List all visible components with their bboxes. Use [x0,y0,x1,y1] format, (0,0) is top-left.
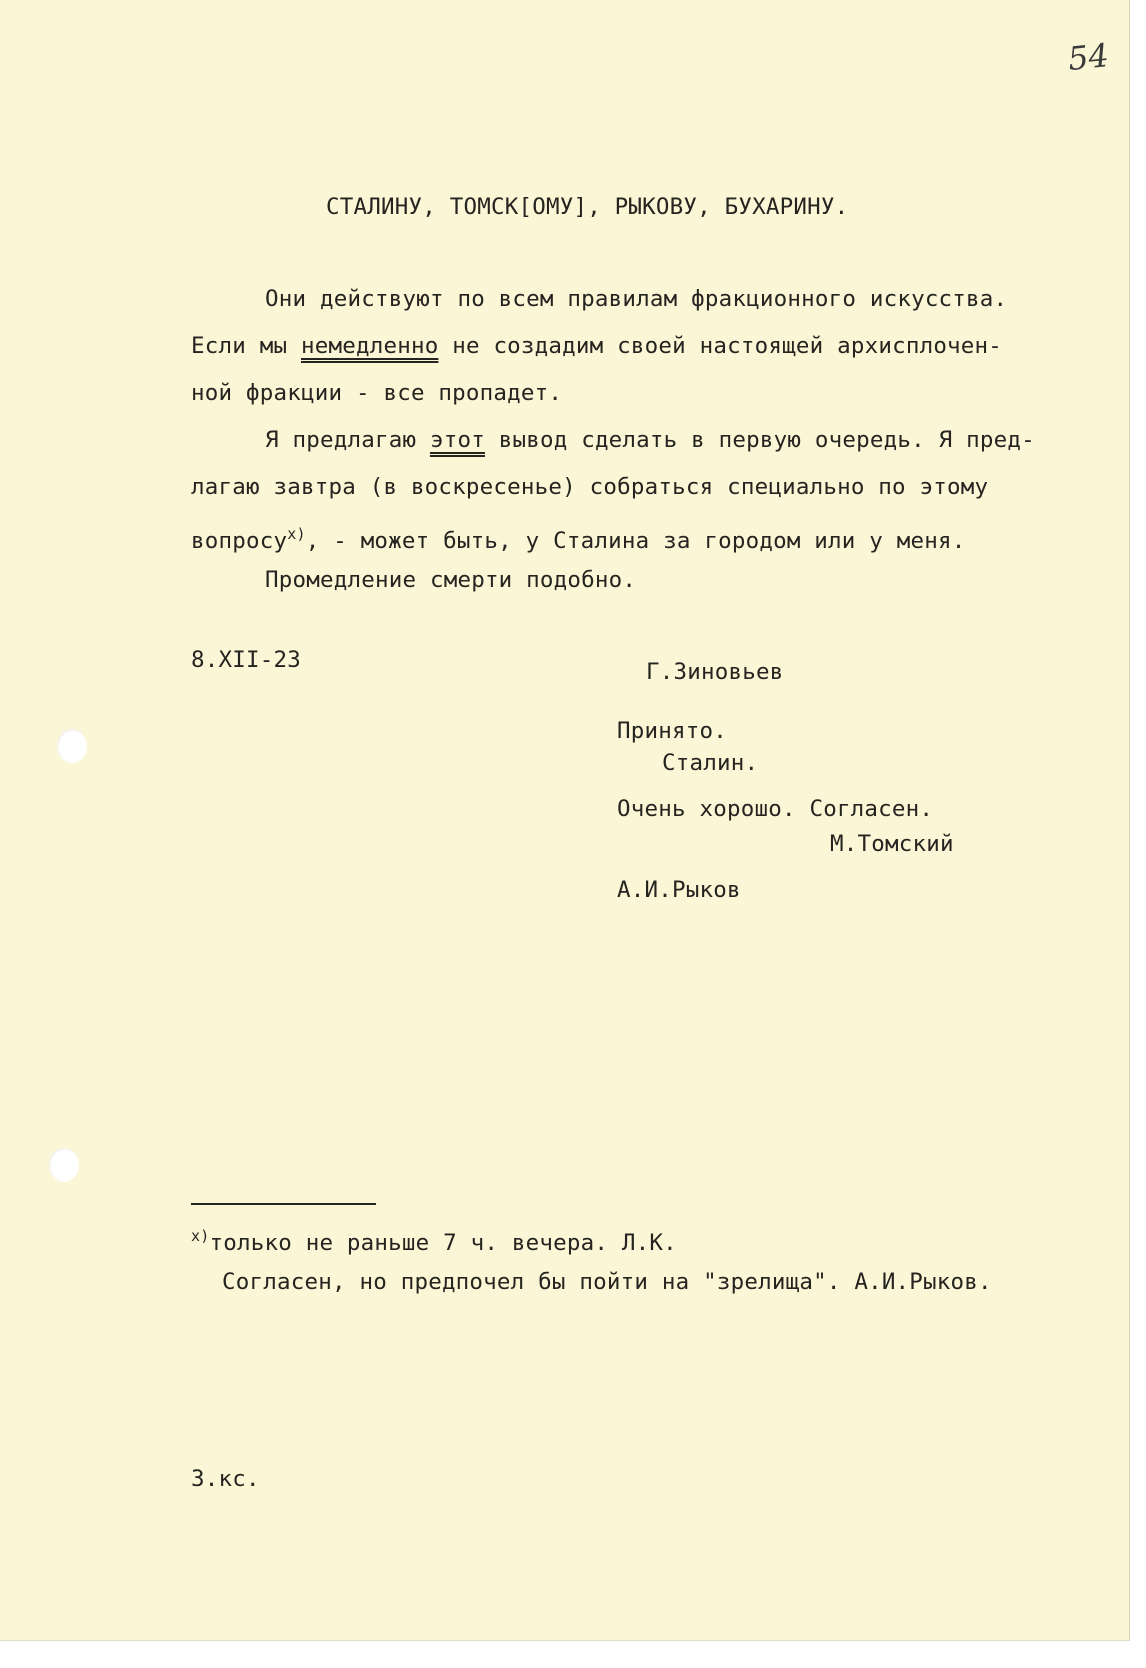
punch-hole-bottom [49,1148,79,1182]
signature-zinoviev: Г.Зиновьев [646,659,784,685]
body-line: вопросу$^{x)}$, - может быть, у Сталина за городом или у меня. [191,525,966,554]
date: 8.XII-23 [191,647,301,673]
footnote-mark: x) [287,525,306,543]
signature-stalin: Сталин. [662,750,759,776]
heading-names-end: , РЫКОВУ, БУХАРИНУ. [587,194,849,220]
archive-mark: 3.кс. [191,1466,260,1492]
body-line: Если мы немедленно не создадим своей настоящей архисплочен- [191,333,1003,359]
body-line: Промедление смерти подобно. [265,567,637,593]
body-line: Они действуют по всем правилам фракционного искусства. [265,286,1008,312]
addressee-heading [326,192,848,222]
heading-insertion: [ОМУ] [518,194,588,220]
body-line: Я предлагаю этот вывод сделать в первую очередь. Я пред- [265,427,1035,453]
signature-rykov: А.И.Рыков [617,877,741,903]
footnote-mark: x) [191,1227,210,1245]
body-line: лагаю завтра (в воскресенье) собраться специально по этому [191,474,989,500]
note-tomsky: Очень хорошо. Согласен. [617,796,934,822]
signature-tomsky: М.Томский [830,831,954,857]
heading-names-start: СТАЛИНУ, ТОМСК [326,194,519,220]
footnote-1: $^{x)}$только не раньше 7 ч. вечера. Л.К. [191,1227,677,1256]
emphasis-immediately: немедленно [300,333,439,359]
body-line: ной фракции - все пропадет. [191,380,563,406]
punch-hole-top [57,729,87,763]
note-stalin: Принято. [617,718,727,744]
footnote-divider [191,1203,376,1205]
emphasis-this: этот [429,427,485,453]
page-number: 54 [1066,35,1111,79]
footnote-2: Согласен, но предпочел бы пойти на "зрелища". А.И.Рыков. [222,1269,992,1295]
